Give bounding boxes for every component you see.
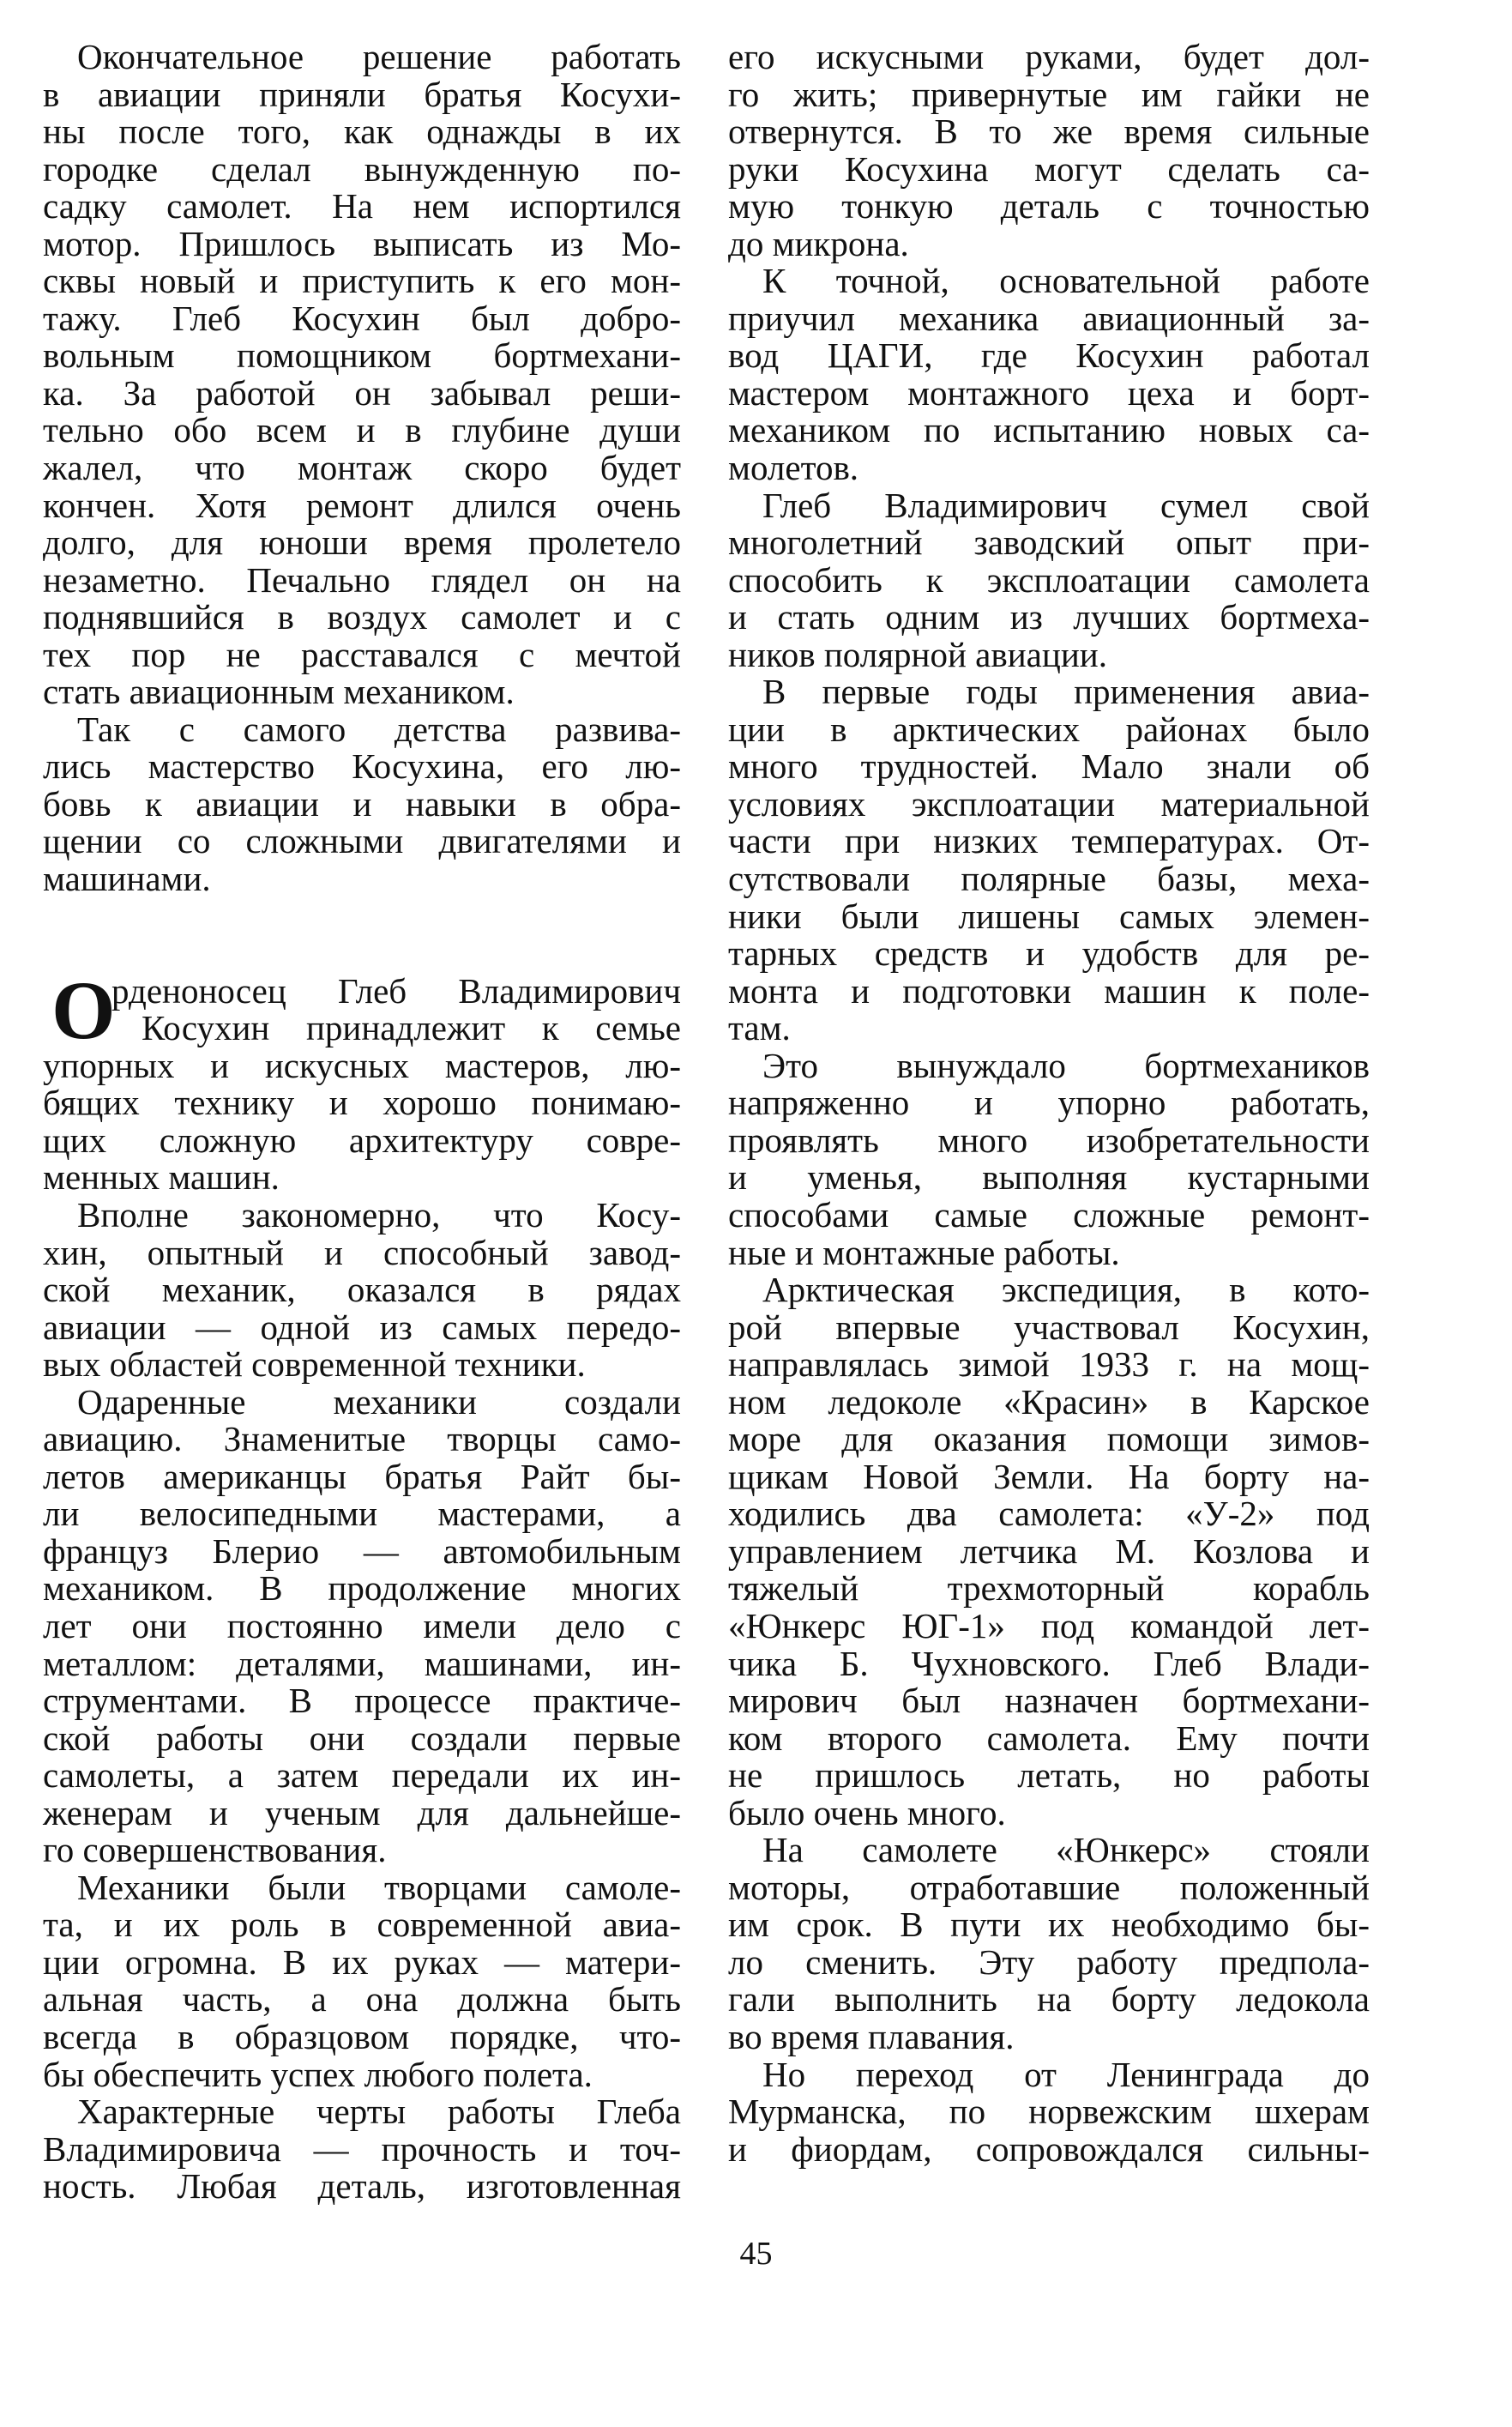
- text-line: механиком. В продолжение многих: [43, 1568, 681, 1609]
- text-line: сутствовали полярные базы, меха-: [728, 859, 1370, 899]
- text-line: В первые годы применения авиа-: [762, 672, 1370, 712]
- text-line: ные и монтажные работы.: [728, 1232, 1120, 1272]
- text-line: альная часть, а она должна быть: [43, 1979, 681, 2019]
- paragraph: [43, 1869, 681, 2093]
- text-column-left: [43, 39, 681, 2206]
- text-line: и фиордам, сопровождался сильны-: [728, 2128, 1370, 2169]
- text-line: много трудностей. Мало знали об: [728, 746, 1370, 787]
- text-line: мастером монтажного цеха и борт-: [728, 372, 1370, 413]
- text-line: ской механик, оказался в рядах: [43, 1270, 681, 1310]
- text-line: и стать одним из лучших бортмеха-: [728, 597, 1370, 637]
- text-line: тяжелый трехмоторный корабль: [728, 1568, 1370, 1609]
- text-line: ность. Любая деталь, изготовленная: [43, 2166, 681, 2207]
- text-line: проявлять много изобретательности: [728, 1120, 1370, 1160]
- text-line: Это вынуждало бортмехаников: [762, 1045, 1370, 1085]
- text-line: было очень много.: [728, 1792, 1006, 1832]
- text-line: щих сложную архитектуру совре-: [43, 1120, 681, 1160]
- text-line: молетов.: [728, 448, 859, 488]
- text-line: щении со сложными двигателями и: [43, 821, 681, 861]
- text-line: ходились два самолета: «У-2» под: [728, 1494, 1370, 1534]
- text-line: в авиации приняли братья Косухи-: [43, 74, 681, 114]
- text-line: самолеты, а затем передали их ин-: [43, 1755, 681, 1796]
- text-line: бы обеспечить успех любого полета.: [43, 2054, 593, 2094]
- text-line: ники были лишены самых элемен-: [728, 896, 1370, 936]
- section-gap: [43, 898, 681, 973]
- text-line: ли велосипедными мастерами, а: [43, 1494, 681, 1534]
- text-line: тех пор не расставался с мечтой: [43, 634, 681, 674]
- text-line: Характерные черты работы Глеба: [77, 2092, 681, 2132]
- paragraph: [43, 39, 681, 711]
- text-line: тарных средств и удобств для ре-: [728, 933, 1370, 974]
- paragraph: [728, 487, 1370, 674]
- text-line: вых областей современной техники.: [43, 1344, 586, 1385]
- text-line: Так с самого детства развива-: [77, 709, 681, 749]
- text-line: напряженно и упорно работать,: [728, 1083, 1370, 1123]
- text-line: ном ледоколе «Красин» в Карское: [728, 1381, 1370, 1422]
- text-line: ком второго самолета. Ему почти: [728, 1718, 1370, 1758]
- text-line: отвернутся. В то же время сильные: [728, 112, 1370, 152]
- text-line: Арктическая экспедиция, в кото-: [762, 1270, 1370, 1310]
- text-line: механиком по испытанию новых са-: [728, 410, 1370, 450]
- text-line: тажу. Глеб Косухин был добро-: [43, 298, 681, 338]
- paragraph: [43, 1381, 681, 1870]
- text-line: приучил механика авиационный за-: [728, 298, 1370, 338]
- text-line: чика Б. Чухновского. Глеб Влади-: [728, 1643, 1370, 1683]
- text-line: способить к эксплоатации самолета: [728, 559, 1370, 600]
- text-line: щикам Новой Земли. На борту на-: [728, 1456, 1370, 1496]
- text-line: На самолете «Юнкерс» стояли: [762, 1830, 1370, 1870]
- drop-cap: О: [51, 963, 116, 1056]
- text-line: ло сменить. Эту работу предпола-: [728, 1941, 1370, 1982]
- text-line: стать авиационным механиком.: [43, 672, 515, 712]
- text-line: мотор. Пришлось выписать из Мо-: [43, 223, 681, 263]
- text-line: металлом: деталями, машинами, ин-: [43, 1643, 681, 1683]
- text-line: и уменья, выполняя кустарными: [728, 1157, 1370, 1198]
- text-line: Глеб Владимирович сумел свой: [762, 485, 1370, 525]
- text-line: струментами. В процессе практиче-: [43, 1681, 681, 1721]
- paragraph: [728, 2056, 1370, 2169]
- text-line: вод ЦАГИ, где Косухин работал: [728, 335, 1370, 376]
- text-line: мирович был назначен бортмехани-: [728, 1681, 1370, 1721]
- text-line: лись мастерство Косухина, его лю-: [43, 746, 681, 787]
- text-line: ции в арктических районах было: [728, 709, 1370, 749]
- text-line: садку самолет. На нем испортился: [43, 186, 681, 226]
- text-line: го совершенствования.: [43, 1830, 387, 1870]
- text-line: незаметно. Печально глядел он на: [43, 559, 681, 600]
- page-number: 45: [739, 2236, 773, 2272]
- text-line: всегда в образцовом порядке, что-: [43, 2017, 681, 2056]
- text-line: Косухин принадлежит к семье: [142, 1008, 681, 1048]
- text-line: руки Косухина могут сделать са-: [728, 148, 1370, 189]
- text-line: поднявшийся в воздух самолет и с: [43, 597, 681, 637]
- text-line: упорных и искусных мастеров, лю-: [43, 1045, 681, 1085]
- text-line: части при низких температурах. От-: [728, 821, 1370, 861]
- text-line: там.: [728, 1008, 791, 1048]
- text-line: до микрона.: [728, 223, 909, 263]
- text-line: долго, для юноши время пролетело: [43, 522, 681, 563]
- text-line: жалел, что монтаж скоро будет: [43, 448, 681, 488]
- text-line: вольным помощником бортмехани-: [43, 335, 681, 376]
- paragraph: [43, 2093, 681, 2206]
- text-line: авиации — одной из самых передо-: [43, 1307, 681, 1347]
- text-line: лет они постоянно имели дело с: [43, 1605, 681, 1645]
- text-line: кончен. Хотя ремонт длился очень: [43, 485, 681, 525]
- text-line: способами самые сложные ремонт-: [728, 1194, 1370, 1235]
- paragraph: [728, 39, 1370, 263]
- paragraph: [728, 1832, 1370, 2056]
- text-line: летов американцы братья Райт бы-: [43, 1456, 681, 1496]
- text-line: бовь к авиации и навыки в обра-: [43, 783, 681, 824]
- text-line: Механики были творцами самоле-: [77, 1867, 681, 1907]
- text-line: рой впервые участвовал Косухин,: [728, 1307, 1370, 1347]
- text-line: «Юнкерс ЮГ-1» под командой лет-: [728, 1605, 1370, 1645]
- text-column-right: [728, 39, 1370, 2168]
- text-line: хин, опытный и способный завод-: [43, 1232, 681, 1272]
- text-line: машинами.: [43, 859, 211, 899]
- text-line: управлением летчика М. Козлова и: [728, 1530, 1370, 1571]
- paragraph: [728, 263, 1370, 486]
- text-line: Окончательное решение работать: [77, 37, 681, 76]
- text-line: Владимировича — прочность и точ-: [43, 2128, 681, 2169]
- text-line: мую тонкую деталь с точностью: [728, 186, 1370, 226]
- text-line: ников полярной авиации.: [728, 634, 1107, 674]
- text-line: авиацию. Знаменитые творцы само-: [43, 1419, 681, 1459]
- text-line: море для оказания помощи зимов-: [728, 1419, 1370, 1459]
- text-line: им срок. В пути их необходимо бы-: [728, 1905, 1370, 1945]
- paragraph: [728, 1271, 1370, 1832]
- text-line: ской работы они создали первые: [43, 1718, 681, 1758]
- paragraph: [43, 711, 681, 898]
- text-line: сквы новый и приступить к его мон-: [43, 261, 681, 301]
- text-line: Одаренные механики создали: [77, 1381, 681, 1422]
- text-line: ции огромна. В их руках — матери-: [43, 1941, 681, 1982]
- text-line: бящих технику и хорошо понимаю-: [43, 1083, 681, 1123]
- text-line: монта и подготовки машин к поле-: [728, 970, 1370, 1011]
- text-line: К точной, основательной работе: [762, 261, 1370, 301]
- paragraph: [728, 673, 1370, 1047]
- paragraph: [43, 1194, 681, 1385]
- text-line: Но переход от Ленинграда до: [762, 2054, 1370, 2094]
- paragraph: [728, 1047, 1370, 1271]
- text-line: тельно обо всем и в глубине души: [43, 410, 681, 450]
- text-line: условиях эксплоатации материальной: [728, 783, 1370, 824]
- section-opening-paragraph: [43, 963, 681, 1198]
- text-line: городке сделал вынужденную по-: [43, 148, 681, 189]
- text-line: Вполне закономерно, что Косу-: [77, 1194, 681, 1235]
- text-line: ны после того, как однажды в их: [43, 112, 681, 152]
- text-line: ка. За работой он забывал реши-: [43, 372, 681, 413]
- text-line: женерам и ученым для дальнейше-: [43, 1792, 681, 1832]
- text-line: менных машин.: [43, 1157, 280, 1198]
- text-line: рденоносец Глеб Владимирович: [111, 970, 681, 1011]
- text-line: та, и их роль в современной авиа-: [43, 1905, 681, 1945]
- text-line: моторы, отработавшие положенный: [728, 1867, 1370, 1907]
- text-line: направлялась зимой 1933 г. на мощ-: [728, 1344, 1370, 1385]
- text-line: гали выполнить на борту ледокола: [728, 1979, 1370, 2019]
- text-line: не пришлось летать, но работы: [728, 1755, 1370, 1796]
- text-line: француз Блерио — автомобильным: [43, 1530, 681, 1571]
- text-line: во время плавания.: [728, 2016, 1015, 2056]
- text-line: его искусными руками, будет дол-: [728, 37, 1370, 76]
- text-line: многолетний заводский опыт при-: [728, 522, 1370, 563]
- text-line: Мурманска, по норвежским шхерам: [728, 2092, 1370, 2132]
- text-line: го жить; привернутые им гайки не: [728, 74, 1370, 114]
